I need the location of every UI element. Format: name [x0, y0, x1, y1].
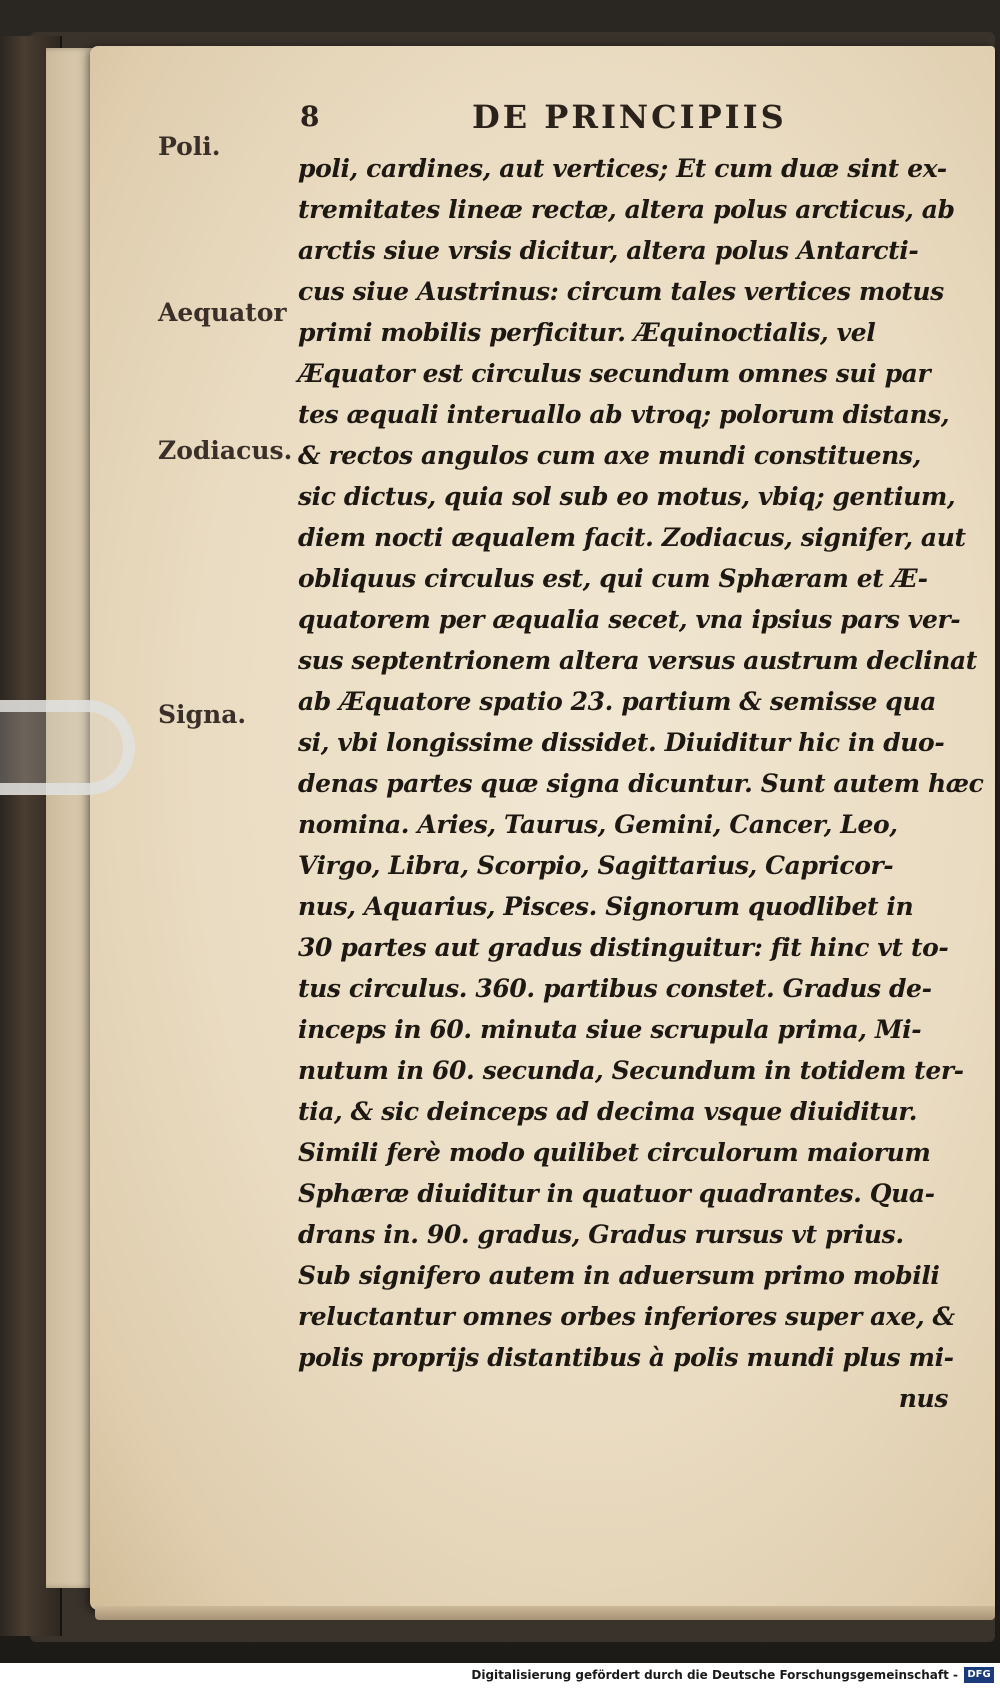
dfg-logo-icon: DFG — [964, 1667, 994, 1683]
text-line: tia, & sic deinceps ad decima vsque diuiditur. — [298, 1097, 918, 1126]
text-line: sus septentrionem altera versus austrum declinat — [298, 646, 977, 675]
text-line: polis proprijs distantibus à polis mundi plus mi- — [298, 1343, 954, 1372]
margin-note-signa: Signa. — [158, 700, 247, 729]
text-line: nomina. Aries, Taurus, Gemini, Cancer, Leo, — [298, 810, 898, 839]
funding-credit: Digitalisierung gefördert durch die Deutsche Forschungsgemeinschaft - — [471, 1668, 958, 1682]
text-line: ab Æquatore spatio 23. partium & semisse qua — [298, 687, 936, 716]
text-line: diem nocti æqualem facit. Zodiacus, signifer, aut — [298, 523, 966, 552]
text-line: arctis siue vrsis dicitur, altera polus Antarcti- — [298, 236, 919, 265]
text-line: & rectos angulos cum axe mundi constituens, — [298, 441, 921, 470]
text-line: primi mobilis perficitur. Æquinoctialis, vel — [298, 318, 876, 347]
margin-note-zodiacus: Zodiacus. — [158, 436, 293, 465]
margin-note-aequator: Aequator — [158, 298, 287, 327]
text-line: Simili ferè modo quilibet circulorum maiorum — [298, 1138, 931, 1167]
text-line: tes æquali interuallo ab vtroq; polorum distans, — [298, 400, 950, 429]
text-line: obliquus circulus est, qui cum Sphæram et Æ- — [298, 564, 928, 593]
text-line: Æquator est circulus secundum omnes sui par — [298, 359, 931, 388]
body-text — [298, 148, 984, 1419]
margin-note-poli: Poli. — [158, 132, 221, 161]
text-line: nus, Aquarius, Pisces. Signorum quodlibet in — [298, 892, 914, 921]
catchword: nus — [898, 1384, 948, 1413]
text-line: 30 partes aut gradus distinguitur: fit hinc vt to- — [298, 933, 949, 962]
running-head: DE PRINCIPIIS — [472, 98, 787, 136]
text-line: reluctantur omnes orbes inferiores super axe, & — [298, 1302, 955, 1331]
page-clip-ribbon — [0, 700, 135, 795]
text-line: Virgo, Libra, Scorpio, Sagittarius, Capricor- — [298, 851, 894, 880]
page-number: 8 — [300, 100, 320, 133]
text-line: nutum in 60. secunda, Secundum in totidem ter- — [298, 1056, 964, 1085]
text-line: Sphæræ diuiditur in quatuor quadrantes. Qua- — [298, 1179, 935, 1208]
text-line: tus circulus. 360. partibus constet. Gradus de- — [298, 974, 932, 1003]
text-line: denas partes quæ signa dicuntur. Sunt autem hæc — [298, 769, 984, 798]
text-line: cus siue Austrinus: circum tales vertices motus — [298, 277, 944, 306]
text-line: si, vbi longissime dissidet. Diuiditur hic in duo- — [298, 728, 945, 757]
page-stack-edge — [95, 1606, 995, 1620]
text-line: quatorem per æqualia secet, vna ipsius pars ver- — [298, 605, 961, 634]
text-line: Sub signifero autem in aduersum primo mobili — [298, 1261, 940, 1290]
text-line: inceps in 60. minuta siue scrupula prima, Mi- — [298, 1015, 922, 1044]
text-line: sic dictus, quia sol sub eo motus, vbiq; gentium, — [298, 482, 956, 511]
text-line: poli, cardines, aut vertices; Et cum duæ sint ex- — [298, 154, 947, 183]
text-line: drans in. 90. gradus, Gradus rursus vt prius. — [298, 1220, 904, 1249]
text-line: tremitates lineæ rectæ, altera polus arcticus, ab — [298, 195, 955, 224]
